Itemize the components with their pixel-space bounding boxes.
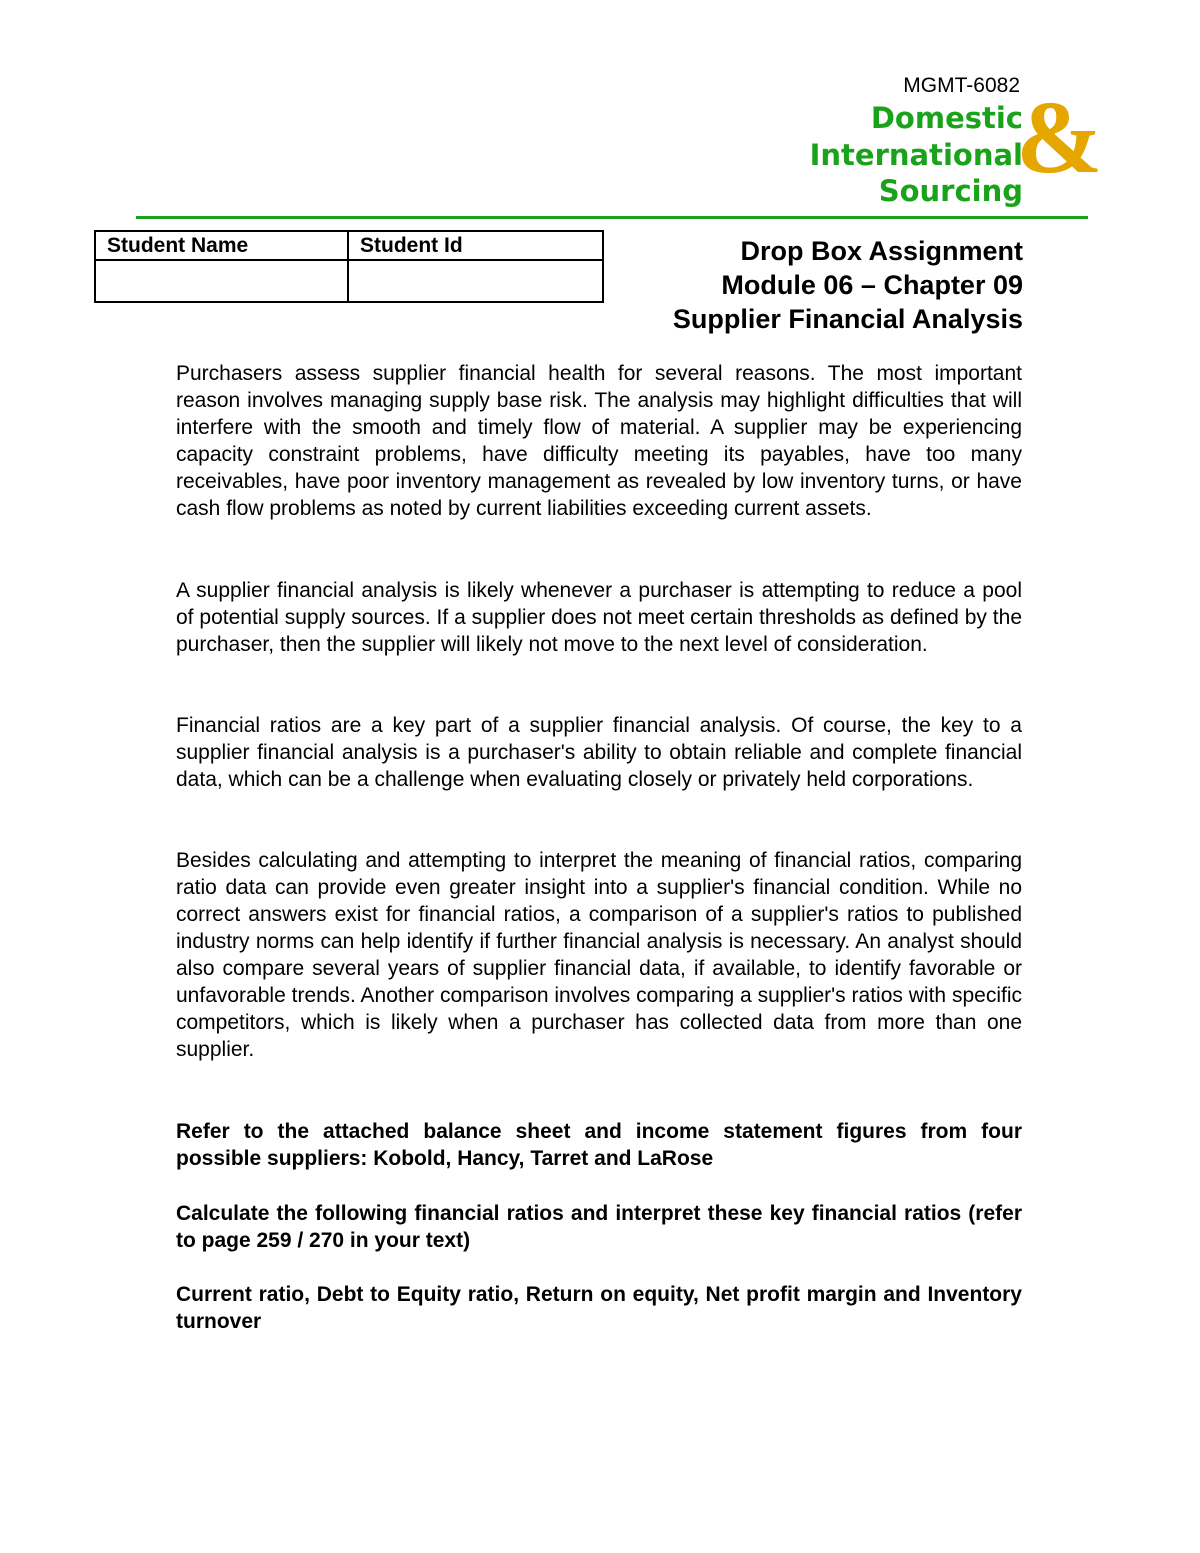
comparison-paragraph (176, 847, 1022, 1063)
instruction-3: Current ratio, Debt to Equity ratio, Return on equity, Net profit margin and Inventory turnover (176, 1283, 1022, 1333)
student-table-input-row (95, 260, 603, 302)
course-code: MGMT-6082 (903, 74, 1020, 97)
instruction-refer (176, 1118, 1022, 1172)
analysis-paragraph (176, 577, 1022, 658)
instruction-ratios-list (176, 1281, 1022, 1335)
ratios-paragraph (176, 712, 1022, 793)
paragraph-1: Purchasers assess supplier financial health for several reasons. The most important reason involves managing supply base risk. The analysis may highlight difficulties that will interfere with the smooth and timely flow of material. A supplier may be experiencing capacity constraint problems, have difficulty meeting its payables, have too many receivables, have poor inventory management as revealed by low inventory turns, or have cash flow problems as noted by current liabilities exceeding current assets. (176, 362, 1022, 520)
instruction-2: Calculate the following financial ratios and interpret these key financial ratios (refer to page 259 / 270 in your text) (176, 1202, 1022, 1252)
brand-line-sourcing: Sourcing (878, 174, 1023, 208)
paragraph-2: A supplier financial analysis is likely whenever a purchaser is attempting to reduce a pool of potential supply sources. If a supplier does not meet certain thresholds as defined by the purchaser, then the supplier will likely not move to the next level of consideration. (176, 579, 1022, 656)
brand-logo (700, 100, 1023, 210)
student-id-header: Student Id (348, 231, 603, 260)
module-title: Module 06 – Chapter 09 (721, 270, 1023, 300)
paragraph-4: Besides calculating and attempting to interpret the meaning of financial ratios, comparing ratio data can provide even greater insight into a supplier's financial condition. While no correct answers exist for financial ratios, a comparison of a supplier's ratios to published industry norms can help identify if further financial analysis is necessary. An analyst should also compare several years of supplier financial data, if available, to identify favorable or unfavorable trends. Another comparison involves comparing a supplier's ratios with specific competitors, which is likely when a purchaser has collected data from more than one supplier. (176, 849, 1022, 1061)
student-table-header-row (95, 231, 603, 260)
brand-ampersand: & (1016, 80, 1103, 195)
instruction-1: Refer to the attached balance sheet and income statement figures from four possible suppliers: Kobold, Hancy, Tarret and LaRose (176, 1120, 1022, 1170)
student-name-field[interactable] (95, 260, 348, 302)
header-divider (136, 216, 1088, 219)
brand-line-domestic: Domestic (870, 101, 1023, 135)
brand-line-international: International (809, 137, 1023, 172)
instruction-calculate (176, 1200, 1022, 1254)
paragraph-3: Financial ratios are a key part of a supplier financial analysis. Of course, the key to a supplier financial analysis is a purchaser's ability to obtain reliable and complete financial data, which can be a challenge when evaluating closely or privately held corporations. (176, 714, 1022, 791)
student-info-table (94, 230, 604, 303)
assignment-title: Drop Box Assignment (740, 236, 1023, 266)
student-name-header: Student Name (95, 231, 348, 260)
topic-title: Supplier Financial Analysis (672, 304, 1023, 334)
intro-paragraph (176, 360, 1022, 522)
